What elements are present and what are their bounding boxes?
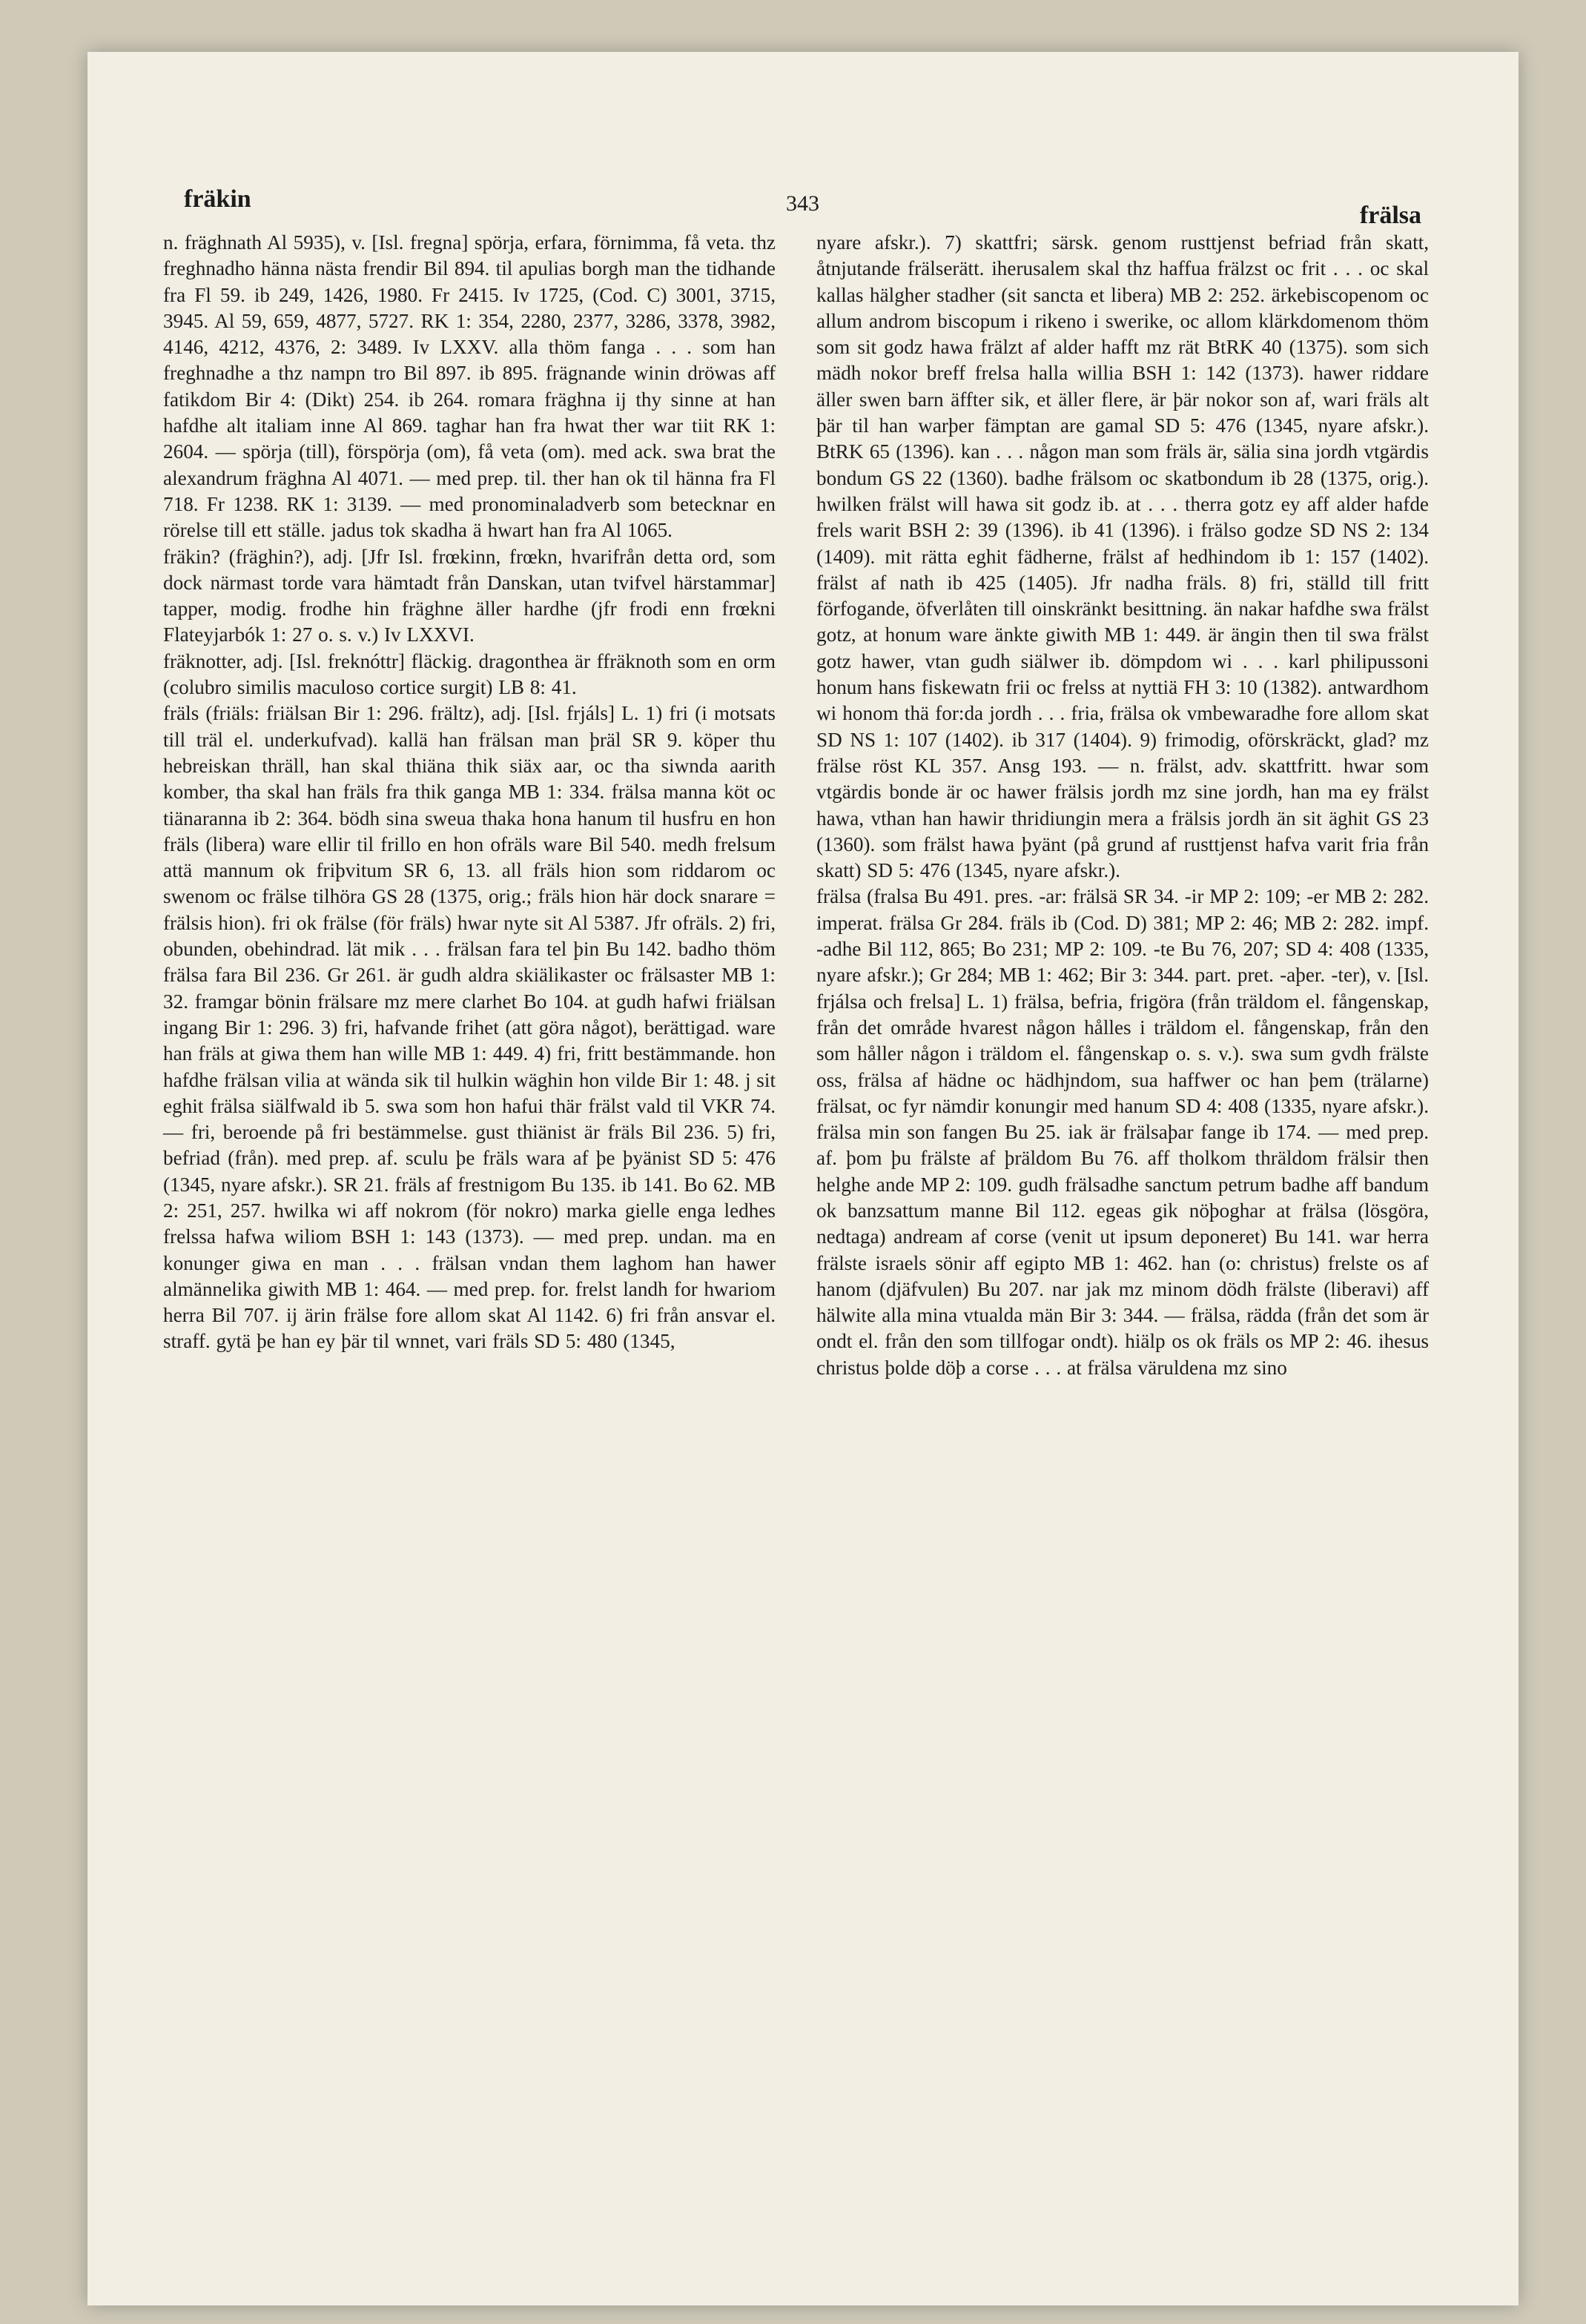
entry-frals-continuation: nyare afskr.). 7) skattfri; särsk. genom rusttjenst befriad från skatt, åtnjutande frälserätt. iherusalem skal thz haffua frälzst oc frit . . . oc skal kallas hälgher stadher (sit sancta et libera) MB 2: 252. ärkebiscopenom oc allum androm biscopum i rikeno i swerike, oc allom klärkdomenom thöm som sit godz hawa frälzt af alder hafft mz rät BtRK 40 (1375). som sich mädh nokor breff frelsa halla willia BSH 1: 142 (1373). hawer riddare äller swen barn äffter sik, et äller flere, är þär nokor son af, wari fräls alt þär til han warþer fämptan are gamal SD 5: 476 (1345, nyare afskr.). BtRK 65 (1396). kan . . . någon man som fräls är, sälia sina jordh vtgärdis bondum GS 22 (1360). badhe frälsom oc skatbondum ib 28 (1375, orig.). hwilken frälst will hawa sit godz ib. at . . . therra gotz ey aff alder hafde frels warit BSH 2: 39 (1396). ib 41 (1396). i frälso godze SD NS 2: 134 (1409). mit rätta eghit fädherne, frälst af hedhindom ib 1: 157 (1402). frälst af nath ib 425 (1405). Jfr nadha fräls. 8) fri, ställd till fritt förfogande, öfverlåten till oinskränkt besittning. än nakar hafdhe swa frälst gotz, at honum ware änkte giwith MB 1: 449. är ängin then til swa frälst gotz hawer, vtan gudh siälwer ib. dömpdom wi . . . karl philipussoni honum hans fiskewatn frii oc frelss at nyttiä FH 3: 10 (1382). antwardhom wi honom thä for:da jordh . . . fria, frälsa ok vmbewaradhe fore allom skat SD NS 1: 107 (1402). ib 317 (1404). 9) frimodig, oförskräckt, glad? mz frälse röst KL 357. Ansg 193. — n. frälst, adv. skattfritt. hwar som vtgärdis bonde är oc hawer frälsis jordh mz sine jordh, han ma ey frälst hawa, vthan han hawir thridiungin mera a frälsis jordh än sit äghit GS 23 (1360). som frälst hawa þyänt (på grund af rusttjenst hafva varit fria från skatt) SD 5: 476 (1345, nyare afskr.). bbox=[816, 231, 1429, 882]
entry-fraknotter: fräknotter, adj. [Isl. freknóttr] fläckig. dragonthea är ffräknoth som en orm (colubro similis maculoso cortice surgit) LB 8: 41. bbox=[163, 649, 776, 699]
left-column bbox=[163, 230, 776, 1355]
entry-fralsa: frälsa (fralsa Bu 491. pres. -ar: frälsä SR 34. -ir MP 2: 109; -er MB 2: 282. imperat. frälsa Gr 284. fräls ib (Cod. D) 381; MP 2: 46; MB 2: 282. impf. -adhe Bil 112, 865; Bo 231; MP 2: 109. -te Bu 76, 207; SD 4: 408 (1335, nyare afskr.); Gr 284; MB 1: 462; Bir 3: 344. part. pret. -aþer. -ter), v. [Isl. frjálsa och frelsa] L. 1) frälsa, befria, frigöra (från träldom el. fångenskap, från det område hvarest någon hålles i träldom el. fångenskap, från den som håller någon i träldom el. fångenskap o. s. v.). swa sum gvdh frälste oss, frälsa af hädne oc hädhjndom, sua haffwer oc han þem (trälarne) frälsat, oc fyr nämdir konungir med hanum SD 4: 408 (1335, nyare afskr.). frälsa min son fangen Bu 25. iak är frälsaþar fange ib 174. — med prep. af. þom þu frälste af þräldom Bu 76. aff tholkom thräldom frälsir then helghe ande MP 2: 109. gudh frälsadhe sanctum petrum badhe aff bandum ok banzsattum manne Bil 112. egeas gik nöþoghar at frälsa (lösgöra, nedtaga) andream af corse (venit ut ipsum deponeret) Bu 141. war herra frälste israels sönir aff egipto MB 1: 462. han (o: christus) frelste os af hanom (djäfvulen) Bu 207. nar jak mz minom dödh frälste (liberavi) aff hälwite alla mina vtualda män Bir 3: 344. — frälsa, rädda (från det som är ondt el. från den som tillfogar ondt). hiälp os ok fräls os MP 2: 46. ihesus christus þolde döþ a corse . . . at frälsa väruldena mz sino bbox=[816, 885, 1429, 1379]
entry-fragnath-continuation: n. fräghnath Al 5935), v. [Isl. fregna] spörja, erfara, förnimma, få veta. thz freghnadho hänna nästa frendir Bil 894. til apulias borgh man the tidhande fra Fl 59. ib 249, 1426, 1980. Fr 2415. Iv 1725, (Cod. C) 3001, 3715, 3945. Al 59, 659, 4877, 5727. RK 1: 354, 2280, 2377, 3286, 3378, 3982, 4146, 4212, 4376, 2: 3489. Iv LXXV. alla thöm fanga . . . som han freghnadhe a thz nampn tro Bil 897. ib 895. frägnande winin dröwas aff fatikdom Bir 4: (Dikt) 254. ib 264. romara fräghna ij thy sinne at han hafdhe alt italiam inne Al 869. taghar han fra hwat ther war tiit RK 1: 2604. — spörja (till), förspörja (om), få veta (om). med ack. swa brat the alexandrum fräghna Al 4071. — med prep. til. ther han ok til hänna fra Fl 718. Fr 1238. RK 1: 3139. — med pronominaladverb som betecknar en rörelse till ett ställe. jadus tok skadha ä hwart han fra Al 1065. bbox=[163, 231, 776, 542]
page-number: 343 bbox=[786, 191, 819, 216]
entry-frakin: fräkin? (fräghin?), adj. [Jfr Isl. frœkinn, frœkn, hvarifrån detta ord, som dock närmast torde vara hämtadt från Danskan, utan tvifvel härstammar] tapper, modig. frodhe hin fräghne äller hardhe (jfr frodi enn frœkni Flateyjarbók 1: 27 o. s. v.) Iv LXXVI. bbox=[163, 545, 776, 646]
left-running-headword: fräkin bbox=[184, 185, 251, 213]
entry-frals: fräls (friäls: friälsan Bir 1: 296. frältz), adj. [Isl. frjáls] L. 1) fri (i motsats till träl el. underkufvad). kallä han frälsan man þräl SR 9. köper thu hebreiskan thräll, han skal thiäna thik siäx aar, oc tha siwnda aarith komber, tha skal han fräls fra thik ganga MB 1: 334. frälsa manna köt oc tiänaranna ib 2: 364. bödh sina sweua thaka hona hanum til husfru en hon fräls (libera) ware ellir til frillo en hon ofräls ware Bil 540. medh frelsum attä mannum ok friþvitum SR 6, 13. all fräls hion som riddarom oc swenom oc frälse tilhöra GS 28 (1375, orig.; fräls hion här dock snarare = frälsis hion). fri ok frälse (för fräls) hwar nyte sit Al 5387. Jfr ofräls. 2) fri, obunden, obehindrad. lät mik . . . frälsan fara tel þin Bu 142. badho thöm frälsa fara Bil 236. Gr 261. är gudh aldra skiälikaster oc frälsaster MB 1: 32. framgar bönin frälsare mz mere clarhet Bo 104. at gudh hafwi friälsan ingang Bir 1: 296. 3) fri, hafvande frihet (att göra något), berättigad. ware han fräls at giwa them han wille MB 1: 449. 4) fri, fritt bestämmande. hon hafdhe frälsan vilia at wända sik til hulkin wäghin hon vilde Bir 1: 48. j sit eghit frälsa siälfwald ib 5. swa som hon hafui thär frälst vald til VKR 74. — fri, beroende på fri bestämmelse. gust thiänist är fräls Bil 236. 5) fri, befriad (från). med prep. af. sculu þe fräls wara af þe þyänist SD 5: 476 (1345, nyare afskr.). SR 21. fräls af frestnigom Bu 135. ib 141. Bo 62. MB 2: 251, 257. hwilka wi aff nokrom (för nokro) marka gielle enga ledhes frelssa hafwa wiliom BSH 1: 143 (1373). — med prep. undan. ma en konunger giwa en man . . . frälsan vndan them laghom han hawer almännelika giwith MB 1: 464. — med prep. for. frelst landh for hwariom herra Bil 707. ij ärin frälse fore allom skat Al 1142. 6) fri från ansvar el. straff. gytä þe han ey þär til wnnet, vari fräls SD 5: 480 (1345, bbox=[163, 702, 776, 1353]
right-running-headword: frälsa bbox=[1359, 202, 1421, 229]
right-column bbox=[816, 230, 1429, 1381]
page-header bbox=[184, 185, 1421, 230]
